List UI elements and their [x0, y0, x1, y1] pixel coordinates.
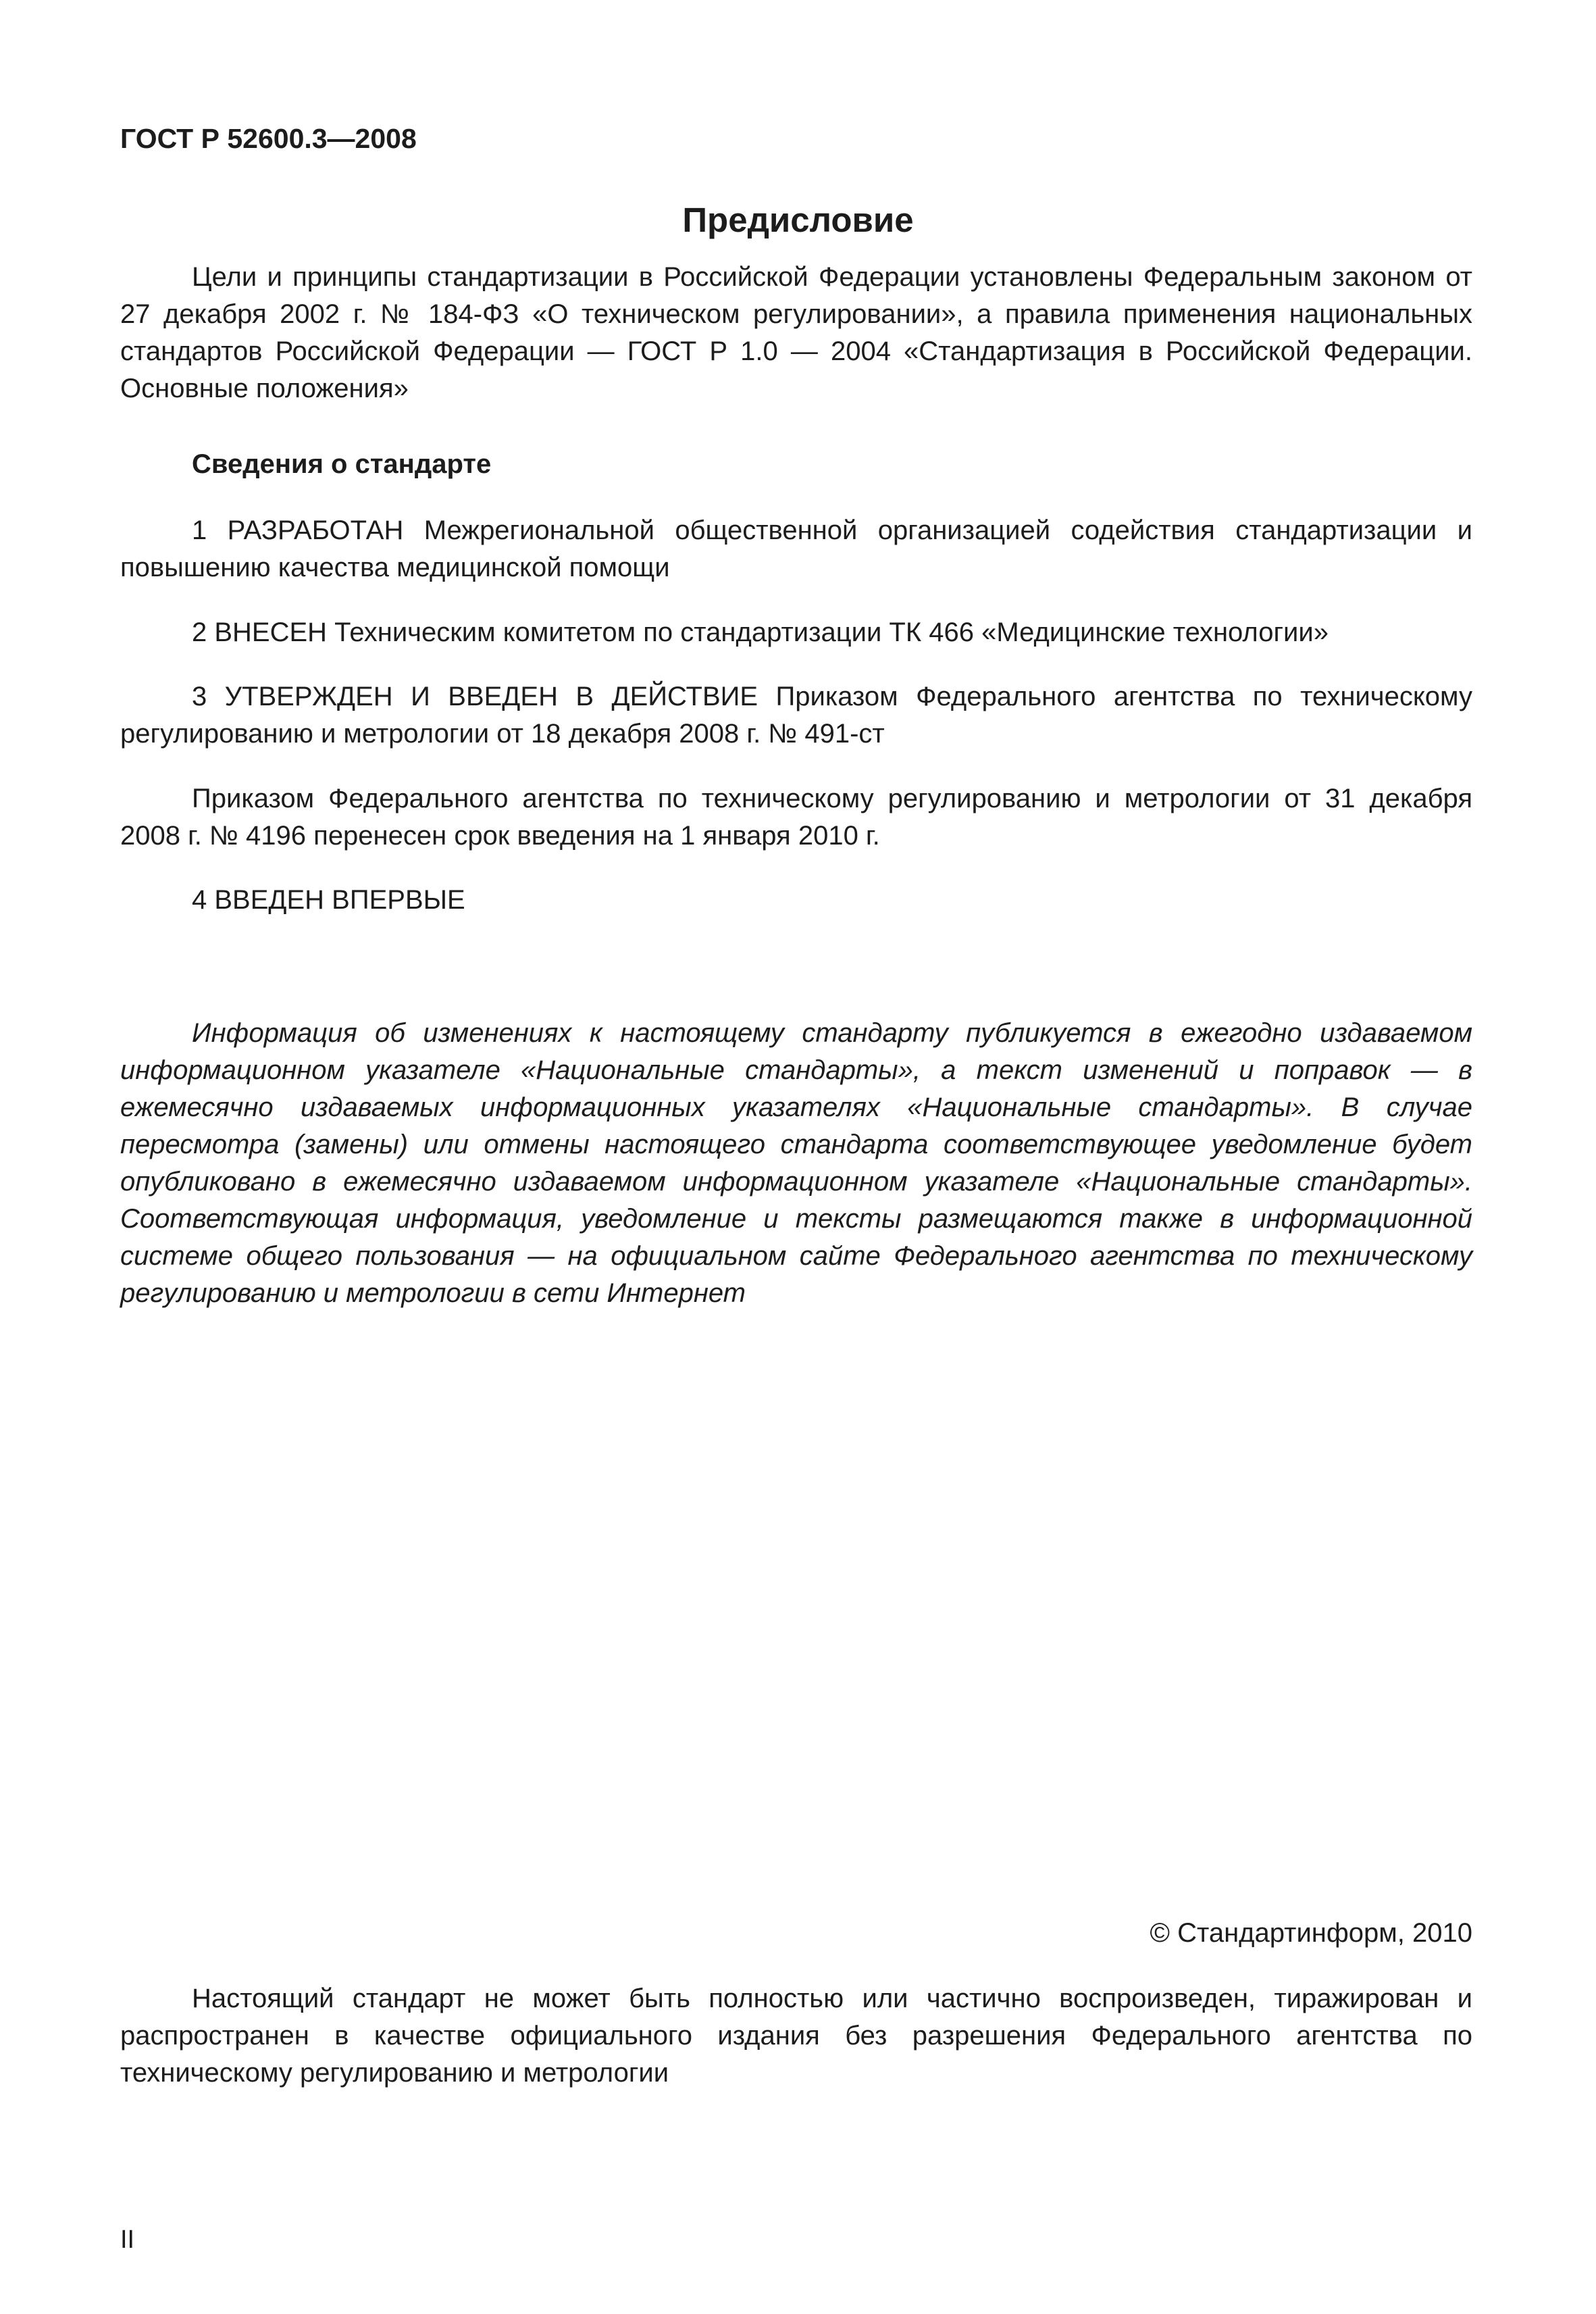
document-code-header: ГОСТ Р 52600.3—2008 [120, 123, 417, 154]
standard-info-heading: Сведения о стандарте [192, 449, 492, 479]
item-approved: 3 УТВЕРЖДЕН И ВВЕДЕН В ДЕЙСТВИЕ Приказом Федерального агентства по техническому регулированию и метрологии от 18 декабря 2008 г. № 491-ст [120, 682, 1472, 749]
reproduction-notice: Настоящий стандарт не может быть полностью или частично воспроизведен, тиражирован и распространен в качестве официального издания без разрешения Федерального агентства по техническому регулированию и метрологии [120, 1984, 1472, 2088]
copyright-line: © Стандартинформ, 2010 [1150, 1918, 1472, 1948]
item-submitted-by: 2 ВНЕСЕН Техническим комитетом по стандартизации ТК 466 «Медицинские технологии» [192, 618, 1329, 647]
preface-intro-paragraph: Цели и принципы стандартизации в Российской Федерации установлены Федеральным законом от 27 декабря 2002 г. № 184-ФЗ «О техническом регулировании», а правила применения национальных стандартов Российской Федерации — ГОСТ Р 1.0 — 2004 «Стандартизация в Российской Федерации. Основные положения» [120, 262, 1472, 403]
item-developed-by: 1 РАЗРАБОТАН Межрегиональной общественной организацией содействия стандартизации и повышению качества медицинской помощи [120, 515, 1472, 582]
changes-information-notice: Информация об изменениях к настоящему стандарту публикуется в ежегодно издаваемом информационном указателе «Национальные стандарты», а текст изменений и поправок — в ежемесячно издаваемых информационных указателях «Национальные стандарты». В случае пересмотра (замены) или отмены настоящего стандарта соответствующее уведомление будет опубликовано в ежемесячно издаваемом информационном указателе «Национальные стандарты». Соответствующая информация, уведомление и тексты размещаются также в информационной системе общего пользования — на официальном сайте Федерального агентства по техническому регулированию и метрологии в сети Интернет [120, 1018, 1472, 1308]
page-number: II [120, 2225, 135, 2254]
preface-title: Предисловие [682, 201, 914, 239]
item-date-postponed: Приказом Федерального агентства по техническому регулированию и метрологии от 31 декабря 2008 г. № 4196 перенесен срок введения на 1 января 2010 г. [120, 784, 1472, 851]
item-first-introduced: 4 ВВЕДЕН ВПЕРВЫЕ [192, 885, 465, 915]
